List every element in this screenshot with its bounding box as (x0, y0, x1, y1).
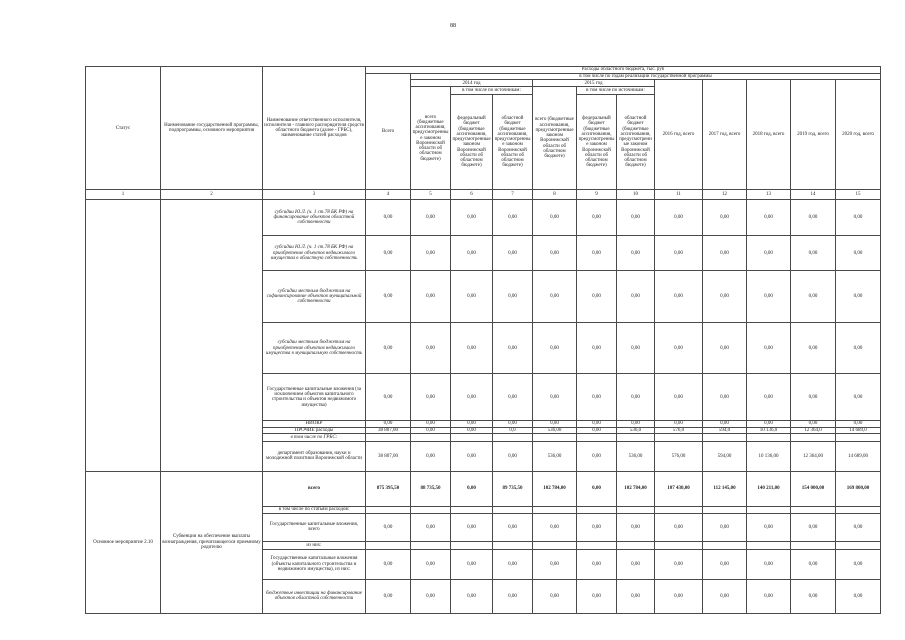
value-cell: 0,00 (411, 579, 451, 613)
header-2014-total: всего (бюджетные ассигнования, предусмотренные законом Воронежской области об областном бюджете) (411, 87, 451, 190)
value-cell: 536,00 (533, 441, 577, 471)
column-number: 7 (493, 190, 533, 200)
value-cell: 0,00 (747, 271, 791, 323)
value-cell: 0,00 (617, 374, 655, 421)
column-number: 15 (836, 190, 881, 200)
value-cell: 594,00 (703, 441, 747, 471)
value-cell: 10 136,0 (747, 427, 791, 433)
value-cell: 0,00 (577, 471, 617, 506)
value-cell: 0,00 (366, 579, 411, 613)
value-cell: 0,00 (366, 271, 411, 323)
page-number: 88 (450, 23, 456, 29)
expense-item-name: Государственные капитальные вложения (за исключением объектов капитального строительства и объектов недвижимого имущества) (263, 374, 366, 421)
value-cell: 0,00 (411, 513, 451, 541)
value-cell: 0,00 (451, 200, 493, 236)
program-cell (161, 200, 263, 472)
empty-cell (533, 506, 577, 513)
value-cell: 0,00 (411, 200, 451, 236)
value-cell: 0,00 (451, 374, 493, 421)
empty-cell (533, 433, 577, 441)
value-cell: 0,00 (655, 513, 703, 541)
value-cell: 0,00 (577, 323, 617, 374)
empty-cell (655, 433, 703, 441)
value-cell: 0,00 (411, 236, 451, 271)
expense-item-name: Государственные капитальные вложения, всего (263, 513, 366, 541)
value-cell: 536,0 (617, 427, 655, 433)
value-cell: 38 807,00 (366, 441, 411, 471)
value-cell: 102 784,00 (533, 471, 577, 506)
value-cell: 0,00 (617, 579, 655, 613)
header-year-2015: 2015 год (533, 80, 655, 87)
header-2015-sources: в том числе по источникам: (577, 87, 655, 95)
column-number: 9 (577, 190, 617, 200)
expense-item-name: Государственные капитальные вложения (объекты капитального строительства и недвижимого имущества), из них: (263, 549, 366, 579)
value-cell: 0,00 (791, 236, 836, 271)
value-cell: 0,00 (655, 271, 703, 323)
header-2014-sources: в том числе по источникам: (451, 87, 533, 95)
value-cell: 0,00 (366, 200, 411, 236)
value-cell: 0,00 (836, 323, 881, 374)
value-cell: 0,00 (577, 271, 617, 323)
value-cell: 0,00 (451, 236, 493, 271)
empty-cell (655, 506, 703, 513)
value-cell: 0,00 (577, 427, 617, 433)
empty-cell (747, 506, 791, 513)
value-cell: 112 145,00 (703, 471, 747, 506)
value-cell: 0,00 (836, 374, 881, 421)
value-cell: 10 136,00 (747, 441, 791, 471)
expense-item-name: субсидии местным бюджетам на приобретение объектов недвижимого имущества в муниципальную собственность (263, 323, 366, 374)
value-cell: 0,00 (493, 513, 533, 541)
header-by-years: в том числе по годам реализации государственной программы (411, 74, 881, 80)
value-cell: 0,00 (703, 549, 747, 579)
header-2014-regional: областной бюджет (бюджетные ассигнования, предусмотренные законом Воронежской области об областном бюджете) (493, 95, 533, 190)
expense-item-name: субсидии Ю.Л. (ч. 1 ст.78 БК РФ) на приобретение объектов недвижимого имущества в областную собственность (263, 236, 366, 271)
value-cell: 0,00 (655, 549, 703, 579)
expense-item-name: бюджетные инвестиции на финансирование объектов областной собственности (263, 579, 366, 613)
value-cell: 0,00 (791, 200, 836, 236)
empty-cell (577, 506, 617, 513)
value-cell: 0,00 (836, 421, 881, 427)
header-2014-federal: федеральный бюджет (бюджетные ассигнования, предусмотренные законом Воронежской области об областном бюджете) (451, 95, 493, 190)
empty-cell (533, 541, 577, 549)
expense-item-name: всего (263, 471, 366, 506)
header-2019: 2019 год, всего (791, 80, 836, 190)
value-cell: 102 784,00 (617, 471, 655, 506)
value-cell: 0,00 (577, 441, 617, 471)
expense-item-name: субсидии местным бюджетам на софинансирование объектов муниципальной собственности (263, 271, 366, 323)
empty-cell (703, 433, 747, 441)
value-cell: 14 689,00 (836, 441, 881, 471)
value-cell: 0,00 (493, 236, 533, 271)
value-cell: 0,00 (533, 513, 577, 541)
value-cell: 0,00 (791, 549, 836, 579)
value-cell: 0,00 (791, 374, 836, 421)
value-cell: 0,00 (366, 374, 411, 421)
empty-cell (493, 506, 533, 513)
value-cell: 0,00 (836, 236, 881, 271)
column-number: 13 (747, 190, 791, 200)
empty-cell (411, 541, 451, 549)
value-cell: 0,00 (493, 374, 533, 421)
value-cell: 0,00 (836, 513, 881, 541)
status-cell (86, 200, 161, 472)
value-cell: 0,00 (655, 374, 703, 421)
value-cell: 0,00 (617, 323, 655, 374)
value-cell: 0,00 (533, 236, 577, 271)
value-cell: 0,00 (836, 200, 881, 236)
value-cell: 0,00 (366, 549, 411, 579)
value-cell: 169 800,00 (836, 471, 881, 506)
value-cell: 576,00 (655, 441, 703, 471)
value-cell: 14 689,0 (836, 427, 881, 433)
value-cell: 875 395,50 (366, 471, 411, 506)
header-expenses: Расходы областного бюджета, тыс. руб (366, 67, 881, 74)
value-cell: 0,00 (411, 441, 451, 471)
value-cell: 0,00 (411, 374, 451, 421)
empty-cell (655, 541, 703, 549)
empty-cell (617, 433, 655, 441)
value-cell: 0,00 (791, 421, 836, 427)
value-cell: 0,00 (493, 549, 533, 579)
header-row (86, 67, 881, 74)
value-cell: 0,00 (655, 421, 703, 427)
header-2015-federal: федеральный бюджет (бюджетные ассигнования, предусмотренные законом Воронежской области об областном бюджете) (577, 95, 617, 190)
column-number: 10 (617, 190, 655, 200)
column-number: 12 (703, 190, 747, 200)
value-cell: 0,00 (451, 421, 493, 427)
value-cell: 12 364,0 (791, 427, 836, 433)
empty-cell (411, 433, 451, 441)
empty-cell (836, 433, 881, 441)
empty-cell (747, 541, 791, 549)
header-2017: 2017 год, всего (703, 80, 747, 190)
value-cell: 0,00 (493, 323, 533, 374)
value-cell: 0,00 (655, 200, 703, 236)
value-cell: 0,00 (533, 549, 577, 579)
value-cell: 0,00 (577, 374, 617, 421)
empty-cell (493, 433, 533, 441)
value-cell: 0,00 (617, 236, 655, 271)
header-status: Статус (86, 67, 161, 190)
empty-cell (791, 433, 836, 441)
value-cell: 154 000,00 (791, 471, 836, 506)
value-cell: 0,00 (617, 549, 655, 579)
value-cell: 0,00 (366, 236, 411, 271)
value-cell: 0,00 (451, 549, 493, 579)
value-cell: 536,00 (533, 427, 577, 433)
value-cell: 0,00 (577, 200, 617, 236)
value-cell: 0,00 (451, 471, 493, 506)
value-cell: 0,00 (836, 579, 881, 613)
value-cell: 0,00 (411, 549, 451, 579)
empty-cell (451, 541, 493, 549)
empty-cell (703, 506, 747, 513)
value-cell: 0,00 (655, 579, 703, 613)
value-cell: 0,00 (617, 271, 655, 323)
expense-item-name: НИОКР (263, 421, 366, 427)
value-cell: 0,00 (747, 421, 791, 427)
value-cell: 0,00 (411, 271, 451, 323)
value-cell: 0,00 (617, 200, 655, 236)
value-cell: 0,00 (493, 200, 533, 236)
value-cell: 0,00 (747, 323, 791, 374)
empty-cell (791, 506, 836, 513)
expense-item-name: субсидии Ю.Л. (ч. 1 ст.78 БК РФ) на финансирование объектов областной собственности (263, 200, 366, 236)
column-number: 6 (451, 190, 493, 200)
column-number: 8 (533, 190, 577, 200)
value-cell: 576,0 (655, 427, 703, 433)
value-cell: 0,00 (493, 271, 533, 323)
value-cell: 0,00 (617, 421, 655, 427)
empty-cell (836, 541, 881, 549)
value-cell: 0,00 (533, 421, 577, 427)
empty-cell (366, 541, 411, 549)
value-cell: 0,00 (747, 200, 791, 236)
value-cell: 0,00 (493, 441, 533, 471)
value-cell: 0,00 (366, 421, 411, 427)
value-cell: 0,00 (451, 323, 493, 374)
value-cell: 0,00 (747, 579, 791, 613)
value-cell: 0,00 (493, 421, 533, 427)
value-cell: 0,00 (366, 323, 411, 374)
value-cell: 0,00 (703, 421, 747, 427)
header-year-2014: 2014 год (411, 80, 533, 87)
value-cell: 594,0 (703, 427, 747, 433)
value-cell: 0,00 (617, 513, 655, 541)
column-number: 2 (161, 190, 263, 200)
table-row (86, 471, 881, 506)
value-cell: 0,00 (655, 236, 703, 271)
value-cell: 12 364,00 (791, 441, 836, 471)
value-cell: 0,00 (747, 236, 791, 271)
column-number: 4 (366, 190, 411, 200)
header-2020: 2020 год, всего (836, 80, 881, 190)
empty-cell (747, 433, 791, 441)
value-cell: 0,00 (703, 579, 747, 613)
empty-cell (411, 506, 451, 513)
empty-cell (577, 433, 617, 441)
empty-cell (366, 433, 411, 441)
empty-cell (791, 541, 836, 549)
value-cell: 0,00 (533, 323, 577, 374)
value-cell: 0,00 (451, 579, 493, 613)
column-numbers-row (86, 190, 881, 200)
empty-cell (451, 433, 493, 441)
expense-item-name: из них: (263, 541, 366, 549)
budget-table (85, 66, 881, 614)
value-cell: 38 807,00 (366, 427, 411, 433)
value-cell: 0,00 (836, 549, 881, 579)
program-cell: Субвенции на обеспечение выплаты вознаграждения, причитающегося приемному родителю (161, 471, 263, 613)
header-responsible: Наименование ответственного исполнителя, исполнителя - главного распорядителя средств областного бюджета (далее - ГРБС), наименование статей расходов (263, 67, 366, 190)
value-cell: 0,00 (533, 200, 577, 236)
value-cell: 88 735,50 (411, 471, 451, 506)
empty-cell (617, 541, 655, 549)
value-cell: 0,00 (703, 236, 747, 271)
value-cell: 0,00 (493, 579, 533, 613)
value-cell: 0,00 (791, 579, 836, 613)
value-cell: 0,0 (493, 427, 533, 433)
expense-item-name: ПРОЧИЕ расходы (263, 427, 366, 433)
value-cell: 0,00 (577, 236, 617, 271)
value-cell: 0,00 (451, 427, 493, 433)
value-cell: 107 430,00 (655, 471, 703, 506)
status-cell: Основное мероприятие 2.10 (86, 471, 161, 613)
value-cell: 0,00 (451, 513, 493, 541)
header-2015-regional: областной бюджет (бюджетные ассигнования, предусмотренные законом Воронежской области об областном бюджете) (617, 95, 655, 190)
empty-cell (836, 506, 881, 513)
value-cell: 0,00 (366, 513, 411, 541)
empty-cell (451, 506, 493, 513)
value-cell: 0,00 (703, 513, 747, 541)
value-cell: 536,00 (617, 441, 655, 471)
column-number: 5 (411, 190, 451, 200)
value-cell: 0,00 (747, 549, 791, 579)
value-cell: 0,00 (411, 421, 451, 427)
value-cell: 0,00 (411, 323, 451, 374)
value-cell: 140 211,00 (747, 471, 791, 506)
value-cell: 0,00 (747, 513, 791, 541)
empty-cell (617, 506, 655, 513)
value-cell: 0,00 (703, 271, 747, 323)
value-cell: 0,00 (836, 271, 881, 323)
value-cell: 0,00 (577, 513, 617, 541)
header-2018: 2018 год, всего (747, 80, 791, 190)
value-cell: 0,00 (577, 421, 617, 427)
value-cell: 0,00 (703, 323, 747, 374)
value-cell: 0,00 (703, 200, 747, 236)
header-2016: 2016 год, всего (655, 80, 703, 190)
value-cell: 0,00 (411, 427, 451, 433)
header-2015-total: всего (бюджетные ассигнования, предусмотренные законом Воронежской области об областном бюджете) (533, 87, 577, 190)
table-row (86, 200, 881, 236)
empty-cell (703, 541, 747, 549)
column-number: 11 (655, 190, 703, 200)
value-cell: 0,00 (747, 374, 791, 421)
value-cell: 0,00 (533, 271, 577, 323)
column-number: 14 (791, 190, 836, 200)
value-cell: 0,00 (791, 513, 836, 541)
value-cell: 89 735,50 (493, 471, 533, 506)
value-cell: 0,00 (577, 549, 617, 579)
empty-cell (577, 541, 617, 549)
column-number: 3 (263, 190, 366, 200)
expense-item-name: департамент образования, науки и молодежной политики Воронежской области (263, 441, 366, 471)
value-cell: 0,00 (451, 271, 493, 323)
expense-item-name: в том числе по ГРБС: (263, 433, 366, 441)
expense-item-name: в том числе по статьям расходов: (263, 506, 366, 513)
value-cell: 0,00 (703, 374, 747, 421)
value-cell: 0,00 (791, 323, 836, 374)
header-program: Наименование государственной программы, подпрограммы, основного мероприятия (161, 67, 263, 190)
value-cell: 0,00 (791, 271, 836, 323)
value-cell: 0,00 (655, 323, 703, 374)
column-number: 1 (86, 190, 161, 200)
empty-cell (493, 541, 533, 549)
value-cell: 0,00 (533, 374, 577, 421)
header-total: Всего (366, 74, 411, 190)
value-cell: 0,00 (451, 441, 493, 471)
value-cell: 0,00 (533, 579, 577, 613)
empty-cell (366, 506, 411, 513)
value-cell: 0,00 (577, 579, 617, 613)
